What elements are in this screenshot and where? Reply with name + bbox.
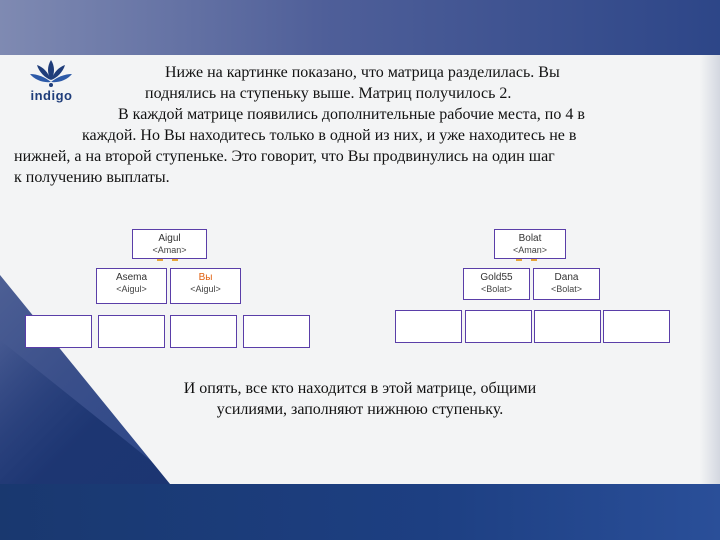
- matrix-1-your-position-node: [170, 268, 241, 304]
- connector-mark: [531, 259, 537, 261]
- intro-line: каждой. Но Вы находитесь только в одной из них, и уже находитесь не в: [82, 127, 577, 144]
- matrix-2-empty-slot: [603, 310, 670, 343]
- node-sponsor: <Aigul>: [190, 284, 221, 294]
- matrix-1-level-2-node: [96, 268, 167, 304]
- matrix-2-level-2-node: [463, 268, 530, 300]
- node-name: Gold55: [480, 272, 513, 283]
- node-name: Asema: [115, 272, 148, 283]
- outro-paragraph: [150, 378, 570, 420]
- matrix-2-level-2-node: [533, 268, 600, 300]
- connector-mark: [516, 259, 522, 261]
- node-name: Aigul: [158, 233, 181, 244]
- node-sponsor: <Aman>: [152, 245, 187, 255]
- bottom-band: [0, 484, 720, 540]
- connector-mark: [157, 259, 163, 261]
- intro-paragraph: [10, 62, 710, 188]
- connector-mark: [172, 259, 178, 261]
- top-band: [0, 0, 720, 55]
- intro-line: Ниже на картинке показано, что матрица разделилась. Вы: [165, 64, 560, 81]
- node-name: Вы: [198, 272, 213, 283]
- intro-line: нижней, а на второй ступеньке. Это говорит, что Вы продвинулись на один шаг: [14, 148, 555, 165]
- matrix-2-empty-slot: [534, 310, 601, 343]
- matrix-2-empty-slot: [395, 310, 462, 343]
- matrix-1-top-node: [132, 229, 207, 259]
- node-sponsor: <Aman>: [512, 245, 548, 255]
- matrix-1-empty-slot: [170, 315, 237, 348]
- matrix-2-empty-slot: [465, 310, 532, 343]
- matrix-1-empty-slot: [25, 315, 92, 348]
- outro-line: И опять, все кто находится в этой матрице, общими: [183, 380, 537, 397]
- intro-line: В каждой матрице появились дополнительные рабочие места, по 4 в: [118, 106, 585, 123]
- node-sponsor: <Bolat>: [550, 284, 583, 294]
- logo-text: indigo: [30, 88, 73, 103]
- matrix-1-empty-slot: [243, 315, 310, 348]
- intro-line: к получению выплаты.: [14, 169, 170, 186]
- node-sponsor: <Aigul>: [116, 284, 147, 294]
- intro-line: поднялись на ступеньку выше. Матриц получилось 2.: [145, 85, 512, 102]
- node-name: Dana: [554, 272, 579, 283]
- matrix-2-top-node: [494, 229, 566, 259]
- outro-line: усилиями, заполняют нижнюю ступеньку.: [216, 401, 504, 418]
- node-sponsor: <Bolat>: [480, 284, 513, 294]
- matrix-1-empty-slot: [98, 315, 165, 348]
- node-name: Bolat: [518, 233, 542, 244]
